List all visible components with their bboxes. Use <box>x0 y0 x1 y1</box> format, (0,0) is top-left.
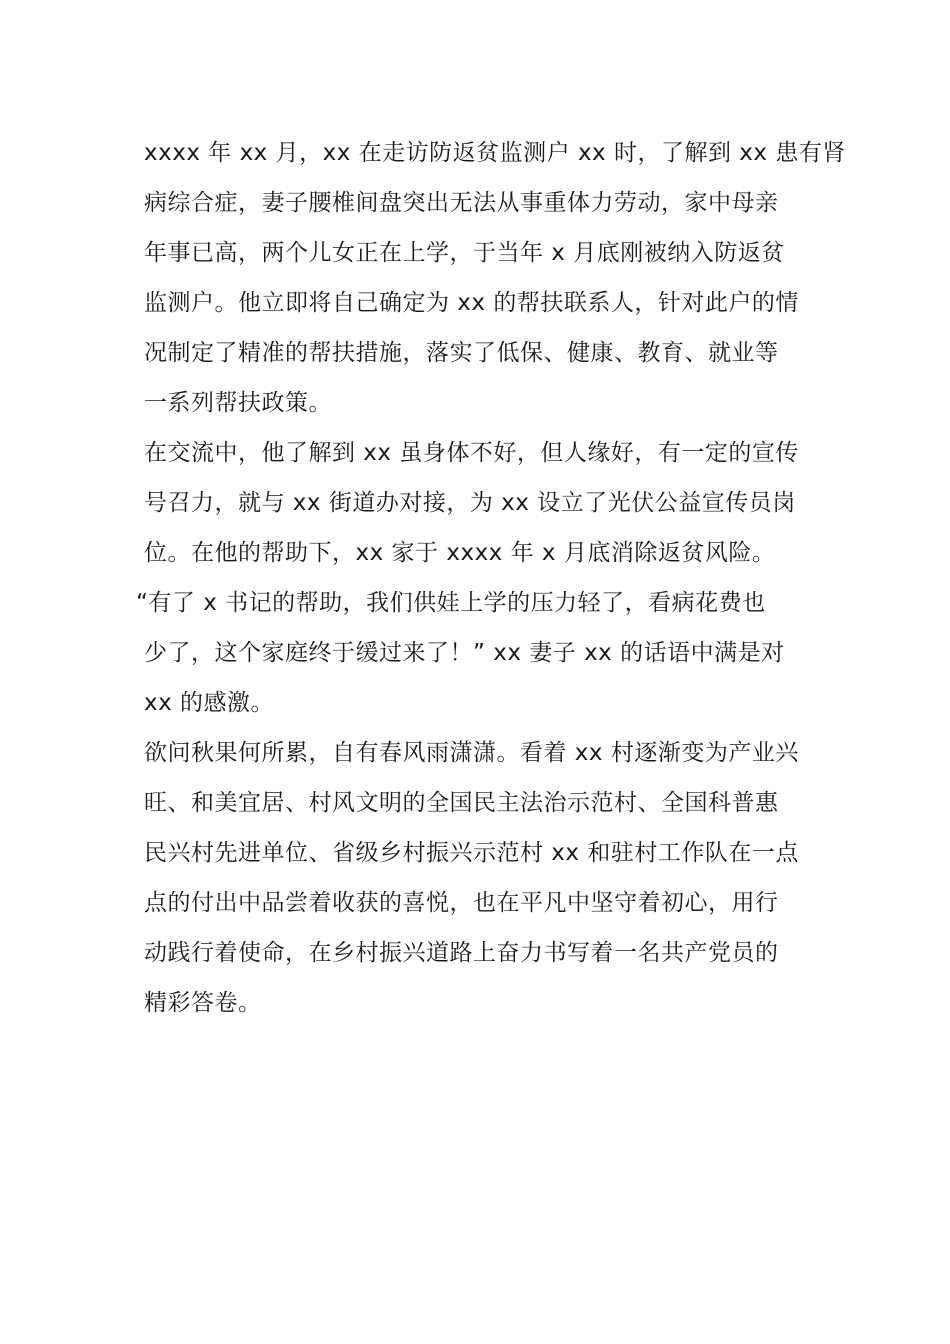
text-line: 旺、和美宜居、村风文明的全国民主法治示范村、全国科普惠 <box>144 790 779 816</box>
text-line: 位。在他的帮助下，xx 家于 xxxx 年 x 月底消除返贫风险。 <box>144 540 776 566</box>
text-line: 民兴村先进单位、省级乡村振兴示范村 xx 和驻村工作队在一点 <box>144 840 799 866</box>
text-line: xxxx 年 xx 月，xx 在走访防返贫监测户 xx 时，了解到 xx 患有肾 <box>144 140 846 166</box>
text-line: “有了 x 书记的帮助，我们供娃上学的压力轻了，看病花费也 <box>136 590 766 616</box>
body-text <box>136 128 846 1028</box>
text-line: 况制定了精准的帮扶措施，落实了低保、健康、教育、就业等 <box>144 340 779 366</box>
text-line: 点的付出中品尝着收获的喜悦，也在平凡中坚守着初心，用行 <box>144 890 779 916</box>
text-line: 病综合症，妻子腰椎间盘突出无法从事重体力劳动，家中母亲 <box>144 190 779 216</box>
text-line: 一系列帮扶政策。 <box>144 390 332 416</box>
text-line: 精彩答卷。 <box>144 990 262 1016</box>
text-line: 动践行着使命，在乡村振兴道路上奋力书写着一名共产党员的 <box>144 940 779 966</box>
text-line: xx 的感激。 <box>144 690 275 716</box>
text-line: 年事已高，两个儿女正在上学，于当年 x 月底刚被纳入防返贫 <box>144 240 785 266</box>
text-line: 在交流中，他了解到 xx 虽身体不好，但人缘好，有一定的宣传 <box>144 440 799 466</box>
text-line: 监测户。他立即将自己确定为 xx 的帮扶联系人，针对此户的情 <box>144 290 799 316</box>
text-line: 欲问秋果何所累，自有春风雨潇潇。看着 xx 村逐渐变为产业兴 <box>144 740 799 766</box>
text-line: 少了，这个家庭终于缓过来了！” xx 妻子 xx 的话语中满是对 <box>144 640 785 666</box>
text-line: 号召力，就与 xx 街道办对接，为 xx 设立了光伏公益宣传员岗 <box>144 490 796 516</box>
